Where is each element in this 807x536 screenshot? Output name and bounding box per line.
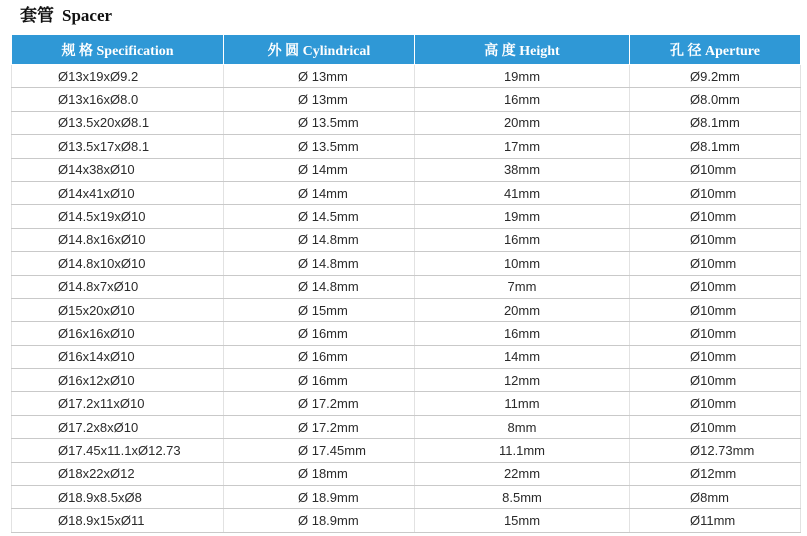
cell-cylindrical: Ø 14.8mm (224, 228, 415, 251)
cell-aperture: Ø10mm (630, 369, 801, 392)
cell-cylindrical: Ø 13mm (224, 88, 415, 111)
cell-height: 8mm (415, 415, 630, 438)
cell-specification: Ø15x20xØ10 (12, 298, 224, 321)
cell-cylindrical: Ø 14mm (224, 181, 415, 204)
cell-specification: Ø16x16xØ10 (12, 322, 224, 345)
cell-specification: Ø18.9x8.5xØ8 (12, 486, 224, 509)
cell-height: 12mm (415, 369, 630, 392)
cell-specification: Ø13.5x17xØ8.1 (12, 135, 224, 158)
table-row (12, 135, 801, 158)
cell-specification: Ø13.5x20xØ8.1 (12, 111, 224, 134)
title-zh: 套管 (20, 6, 54, 25)
cell-aperture: Ø10mm (630, 415, 801, 438)
cell-aperture: Ø10mm (630, 345, 801, 368)
cell-specification: Ø17.45x11.1xØ12.73 (12, 439, 224, 462)
cell-height: 7mm (415, 275, 630, 298)
table-row (12, 88, 801, 111)
cell-cylindrical: Ø 18.9mm (224, 509, 415, 532)
cell-aperture: Ø10mm (630, 158, 801, 181)
cell-aperture: Ø10mm (630, 392, 801, 415)
table-row (12, 252, 801, 275)
cell-cylindrical: Ø 16mm (224, 322, 415, 345)
cell-cylindrical: Ø 13mm (224, 65, 415, 88)
cell-aperture: Ø10mm (630, 205, 801, 228)
cell-cylindrical: Ø 18.9mm (224, 486, 415, 509)
cell-height: 41mm (415, 181, 630, 204)
cell-height: 16mm (415, 322, 630, 345)
cell-cylindrical: Ø 13.5mm (224, 111, 415, 134)
cell-cylindrical: Ø 14.5mm (224, 205, 415, 228)
cell-cylindrical: Ø 17.2mm (224, 392, 415, 415)
cell-specification: Ø13x19xØ9.2 (12, 65, 224, 88)
column-header-specification: 规 格 Specification (12, 35, 224, 65)
cell-cylindrical: Ø 15mm (224, 298, 415, 321)
table-body (12, 65, 801, 533)
table-row (12, 158, 801, 181)
cell-cylindrical: Ø 18mm (224, 462, 415, 485)
cell-aperture: Ø12mm (630, 462, 801, 485)
cell-height: 20mm (415, 298, 630, 321)
cell-specification: Ø17.2x8xØ10 (12, 415, 224, 438)
table-row (12, 509, 801, 532)
cell-height: 16mm (415, 88, 630, 111)
cell-aperture: Ø8.0mm (630, 88, 801, 111)
cell-height: 16mm (415, 228, 630, 251)
cell-aperture: Ø10mm (630, 181, 801, 204)
table-row (12, 345, 801, 368)
cell-cylindrical: Ø 14.8mm (224, 275, 415, 298)
cell-specification: Ø14x38xØ10 (12, 158, 224, 181)
cell-height: 14mm (415, 345, 630, 368)
cell-cylindrical: Ø 16mm (224, 345, 415, 368)
cell-height: 11mm (415, 392, 630, 415)
table-row (12, 275, 801, 298)
cell-specification: Ø14.8x7xØ10 (12, 275, 224, 298)
cell-specification: Ø14.8x10xØ10 (12, 252, 224, 275)
cell-aperture: Ø10mm (630, 298, 801, 321)
cell-specification: Ø18.9x15xØ11 (12, 509, 224, 532)
cell-height: 15mm (415, 509, 630, 532)
cell-aperture: Ø9.2mm (630, 65, 801, 88)
cell-specification: Ø13x16xØ8.0 (12, 88, 224, 111)
cell-specification: Ø16x12xØ10 (12, 369, 224, 392)
table-row (12, 228, 801, 251)
table-row (12, 415, 801, 438)
cell-height: 17mm (415, 135, 630, 158)
title-en: Spacer (62, 6, 113, 25)
cell-specification: Ø17.2x11xØ10 (12, 392, 224, 415)
cell-cylindrical: Ø 16mm (224, 369, 415, 392)
cell-aperture: Ø10mm (630, 228, 801, 251)
table-row (12, 462, 801, 485)
cell-specification: Ø14.8x16xØ10 (12, 228, 224, 251)
cell-aperture: Ø11mm (630, 509, 801, 532)
table-row (12, 111, 801, 134)
page-title (20, 4, 112, 28)
table-row (12, 369, 801, 392)
cell-cylindrical: Ø 17.45mm (224, 439, 415, 462)
table-row (12, 486, 801, 509)
table-row (12, 392, 801, 415)
cell-aperture: Ø8mm (630, 486, 801, 509)
cell-cylindrical: Ø 17.2mm (224, 415, 415, 438)
column-header-aperture: 孔 径 Aperture (630, 35, 801, 65)
cell-cylindrical: Ø 14mm (224, 158, 415, 181)
spacer-spec-table (11, 34, 801, 533)
cell-aperture: Ø10mm (630, 252, 801, 275)
cell-cylindrical: Ø 13.5mm (224, 135, 415, 158)
table-header-row (12, 35, 801, 65)
cell-height: 11.1mm (415, 439, 630, 462)
cell-specification: Ø14x41xØ10 (12, 181, 224, 204)
column-header-height: 高 度 Height (415, 35, 630, 65)
table-row (12, 322, 801, 345)
table-row (12, 298, 801, 321)
cell-aperture: Ø10mm (630, 275, 801, 298)
cell-aperture: Ø8.1mm (630, 111, 801, 134)
cell-specification: Ø18x22xØ12 (12, 462, 224, 485)
cell-height: 19mm (415, 65, 630, 88)
table-row (12, 181, 801, 204)
cell-height: 8.5mm (415, 486, 630, 509)
cell-height: 22mm (415, 462, 630, 485)
cell-aperture: Ø8.1mm (630, 135, 801, 158)
cell-height: 20mm (415, 111, 630, 134)
cell-specification: Ø14.5x19xØ10 (12, 205, 224, 228)
cell-cylindrical: Ø 14.8mm (224, 252, 415, 275)
table-row (12, 439, 801, 462)
cell-height: 38mm (415, 158, 630, 181)
table-row (12, 205, 801, 228)
cell-aperture: Ø10mm (630, 322, 801, 345)
cell-aperture: Ø12.73mm (630, 439, 801, 462)
column-header-cylindrical: 外 圆 Cylindrical (224, 35, 415, 65)
cell-height: 10mm (415, 252, 630, 275)
table-row (12, 65, 801, 88)
cell-specification: Ø16x14xØ10 (12, 345, 224, 368)
cell-height: 19mm (415, 205, 630, 228)
